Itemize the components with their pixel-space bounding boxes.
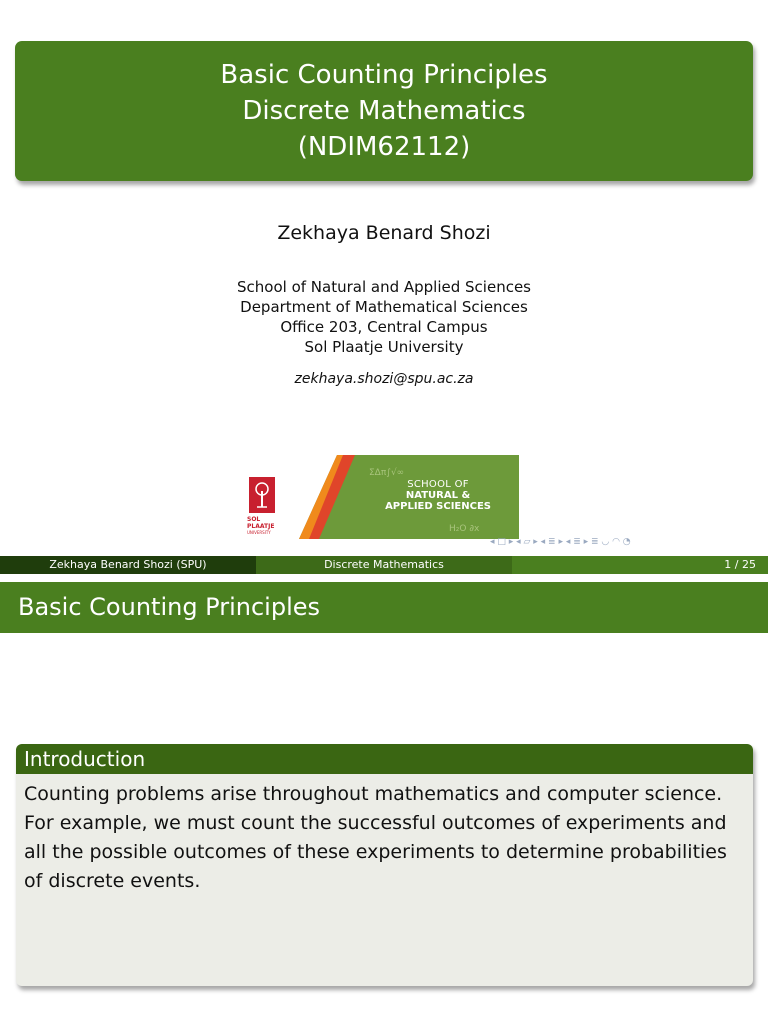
slide-footer [0, 556, 768, 574]
svg-text:ΣΔπ∫√∞: ΣΔπ∫√∞ [369, 468, 405, 478]
banner-line-1: SCHOOL OF [407, 479, 469, 490]
affiliation-line: Department of Mathematical Sciences [240, 298, 528, 316]
affiliation-line: School of Natural and Applied Sciences [237, 278, 531, 296]
sol-plaatje-crest [247, 477, 287, 537]
school-banner [299, 455, 519, 539]
affiliation-line: Sol Plaatje University [304, 338, 464, 356]
footer-page-number: 1 / 25 [512, 556, 768, 574]
block-line: of discrete events. [24, 870, 201, 892]
block-body [16, 774, 753, 902]
banner-text [385, 479, 491, 512]
title-line-2: Discrete Mathematics [242, 96, 526, 126]
block-title: Introduction [16, 744, 753, 774]
tree-icon [249, 477, 275, 513]
frame-title: Basic Counting Principles [0, 582, 768, 633]
author-name: Zekhaya Benard Shozi [277, 222, 491, 244]
banner-line-3: APPLIED SCIENCES [385, 501, 491, 512]
title-line-1: Basic Counting Principles [220, 60, 548, 90]
affiliation-line: Office 203, Central Campus [280, 318, 488, 336]
block-line: all the possible outcomes of these experiments to determine probabilities [24, 841, 727, 863]
logo-mark-name: SOL PLAATJE [247, 516, 275, 530]
logo-mark-sub: UNIVERSITY [247, 530, 271, 535]
title-box [15, 41, 753, 181]
introduction-block [16, 744, 753, 986]
affiliation [0, 277, 768, 357]
author-email: zekhaya.shozi@spu.ac.za [294, 371, 474, 387]
beamer-navigation-icons[interactable]: ◂ □ ▸ ◂ ▱ ▸ ◂ ≣ ▸ ◂ ≣ ▸ ≣ ◡ ◠ ◔ [490, 537, 631, 547]
footer-course: Discrete Mathematics [256, 556, 512, 574]
svg-text:H₂O ∂x: H₂O ∂x [449, 524, 480, 534]
banner-line-2: NATURAL & [405, 490, 471, 501]
university-logo [247, 455, 519, 539]
block-line: For example, we must count the successful outcomes of experiments and [24, 812, 727, 834]
block-line: Counting problems arise throughout mathematics and computer science. [24, 783, 723, 805]
footer-author: Zekhaya Benard Shozi (SPU) [0, 556, 256, 574]
title-line-3: (NDIM62112) [297, 132, 471, 162]
